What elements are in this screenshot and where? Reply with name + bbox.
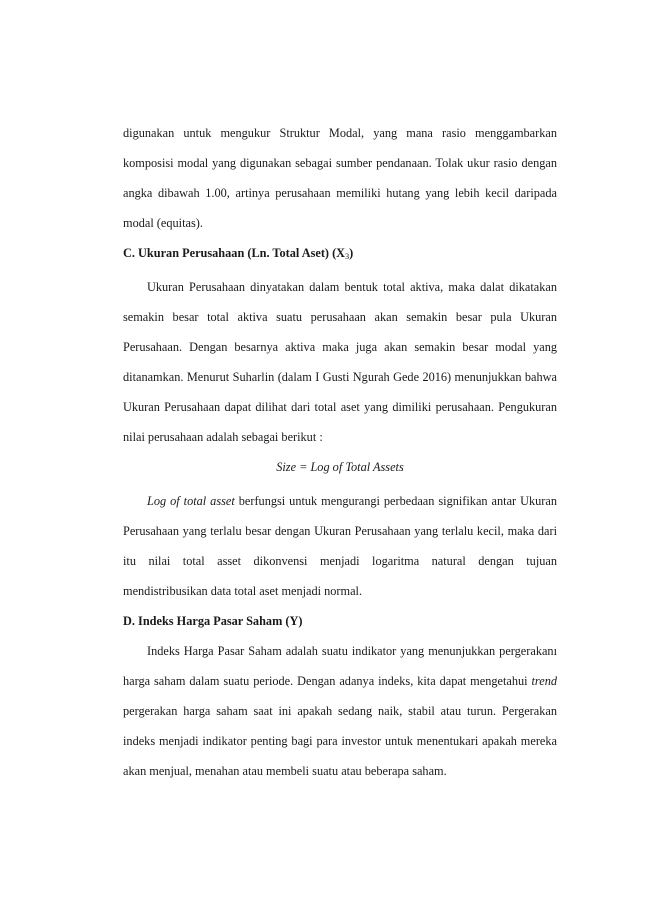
paragraph-text: Ukuran Perusahaan dinyatakan dalam bentuk total aktiva, maka dalat dikatakan semakin besar total aktiva suatu perusahaan akan semakin besar pula Ukuran Perusahaan. Dengan besarnya aktiva maka juga akan semakin besar modal yang ditanamkan. Menurut Suharlin (dalam I Gusti Ngurah Gede 2016) menunjukkan bahwa Ukuran Perusahaan dapat dilihat dari total aset yang dimiliki perusahaan. Pengukuran nilai perusahaan adalah sebagai berikut :: [123, 280, 557, 444]
italic-term: trend: [531, 674, 557, 688]
paragraph-log-total-asset: [123, 486, 557, 606]
paragraph-text: digunakan untuk mengukur Struktur Modal, yang mana rasio menggambarkan komposisi modal yang digunakan sebagai sumber pendanaan. Tolak ukur rasio dengan angka dibawah 1.00, artinya perusahaan memiliki hutang yang lebih kecil daripada modal (equitas).: [123, 126, 557, 230]
italic-term: Log of total asset: [147, 494, 235, 508]
heading-indeks-harga: [123, 606, 557, 636]
heading-subscript: 3: [345, 252, 350, 261]
page-content: [123, 118, 557, 786]
paragraph-text: berfungsi untuk mengurangi perbedaan signifikan antar Ukuran Perusahaan yang terlalu besar dengan Ukuran Perusahaan yang terlalu kecil, maka dari itu nilai total asset dikonvensi menjadi logaritma natural dengan tujuan mendistribusikan data total aset menjadi normal.: [123, 494, 557, 598]
paragraph-text: Indeks Harga Pasar Saham adalah suatu indikator yang menunjukkan pergerakanı harga saham dalam suatu periode. Dengan adanya indeks, kita dapat mengetahui: [123, 644, 557, 688]
paragraph-text-cont: pergerakan harga saham saat ini apakah sedang naik, stabil atau turun. Pergerakan indeks menjadi indikator penting bagi para investor untuk menentukari apakah mereka akan menjual, menahan atau membeli suatu atau beberapa saham.: [123, 704, 557, 778]
formula-text: Size = Log of Total Assets: [276, 460, 404, 474]
heading-text-end: ): [349, 246, 354, 260]
formula-size: [123, 452, 557, 486]
heading-ukuran-perusahaan: [123, 238, 557, 272]
paragraph-indeks-harga: [123, 636, 557, 786]
heading-text: D. Indeks Harga Pasar Saham (Y): [123, 614, 303, 628]
paragraph-ukuran-perusahaan: [123, 272, 557, 452]
heading-text: C. Ukuran Perusahaan (Ln. Total Aset) (X: [123, 246, 346, 260]
paragraph-struktur-modal: [123, 118, 557, 238]
